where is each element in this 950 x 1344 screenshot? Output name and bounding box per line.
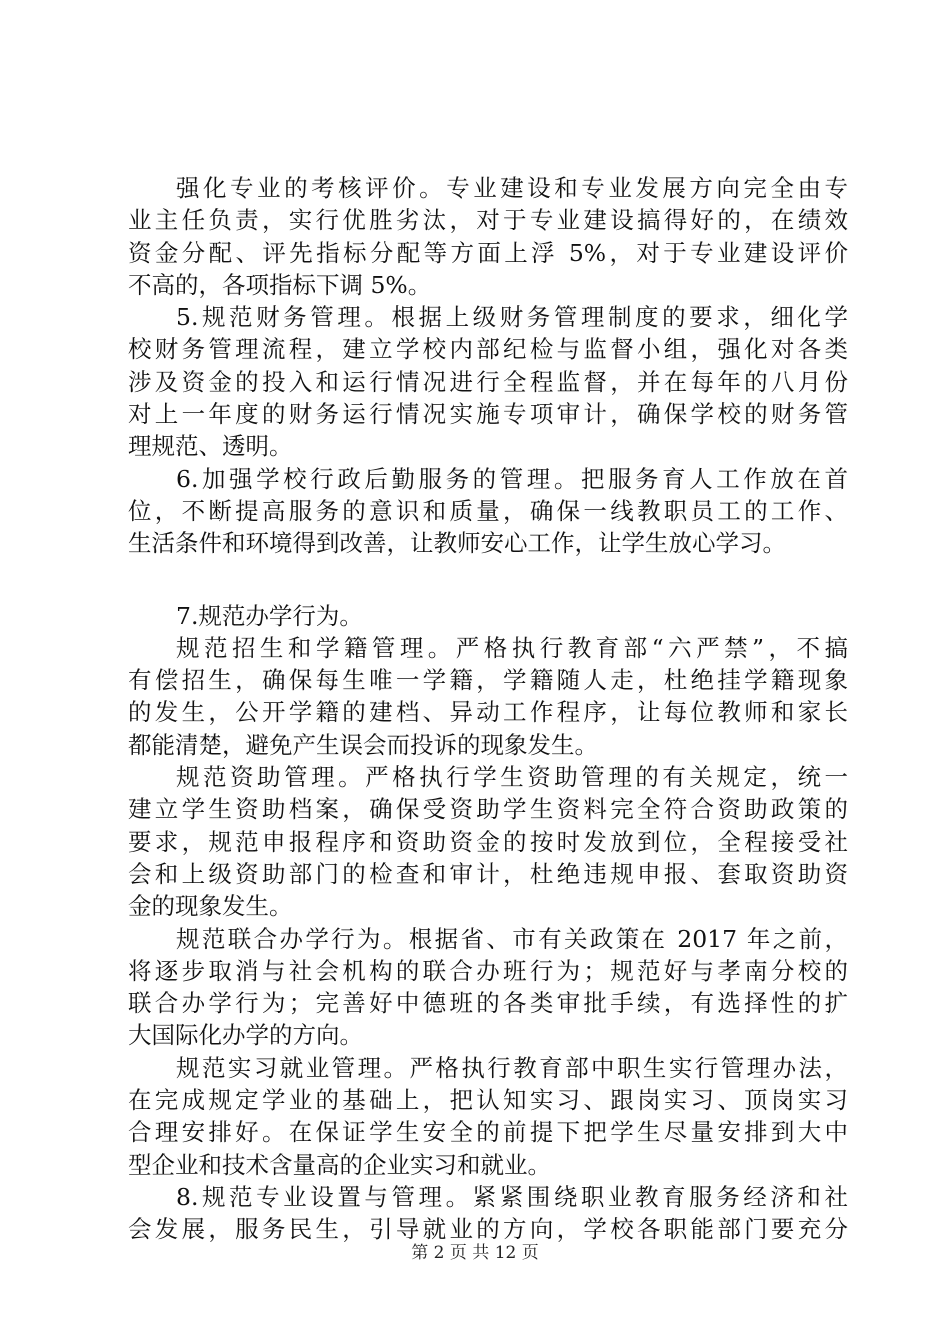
text-line: 会和上级资助部门的检查和审计，杜绝违规申报、套取资助资 <box>128 859 848 888</box>
text-line: 6.加强学校行政后勤服务的管理。把服务育人工作放在首 <box>176 464 848 493</box>
document-body <box>128 172 848 1246</box>
text-line: 5.规范财务管理。根据上级财务管理制度的要求，细化学 <box>176 303 848 332</box>
text-line: 强化专业的考核评价。专业建设和专业发展方向完全由专 <box>176 174 848 202</box>
text-line: 建立学生资助档案，确保受资助学生资料完全符合资助政策的 <box>128 795 848 824</box>
text-line: 都能清楚，避免产生误会而投诉的现象发生。 <box>128 730 598 759</box>
paragraph <box>128 301 848 462</box>
text-line: 有偿招生，确保每生唯一学籍，学籍随人走，杜绝挂学籍现象 <box>128 666 848 695</box>
text-line: 规范联合办学行为。根据省、市有关政策在 2017 年之前， <box>176 924 848 953</box>
paragraph-gap <box>128 560 848 600</box>
text-line: 合理安排好。在保证学生安全的前提下把学生尽量安排到大中 <box>128 1118 848 1147</box>
text-line: 型企业和技术含量高的企业实习和就业。 <box>128 1150 551 1179</box>
text-line: 大国际化办学的方向。 <box>128 1021 363 1050</box>
paragraph <box>128 463 848 560</box>
text-line: 7.规范办学行为。 <box>176 601 363 630</box>
paragraph <box>128 172 848 301</box>
text-line: 规范资助管理。严格执行学生资助管理的有关规定，统一 <box>176 763 848 792</box>
paragraph <box>128 1052 848 1181</box>
text-line: 规范招生和学籍管理。严格执行教育部“六严禁”，不搞 <box>176 633 848 662</box>
text-line: 联合办学行为；完善好中德班的各类审批手续，有选择性的扩 <box>128 989 848 1018</box>
text-line: 8.规范专业设置与管理。紧紧围绕职业教育服务经济和社 <box>176 1182 848 1211</box>
text-line: 在完成规定学业的基础上，把认知实习、跟岗实习、顶岗实习 <box>128 1086 848 1115</box>
paragraph <box>128 632 848 761</box>
text-line: 资金分配、评先指标分配等方面上浮 5%，对于专业建设评价 <box>128 238 848 267</box>
paragraph <box>128 923 848 1052</box>
text-line: 将逐步取消与社会机构的联合办班行为；规范好与孝南分校的 <box>128 956 848 985</box>
section-heading <box>128 600 848 632</box>
text-line: 涉及资金的投入和运行情况进行全程监督，并在每年的八月份 <box>128 367 848 396</box>
text-line: 对上一年度的财务运行情况实施专项审计，确保学校的财务管 <box>128 400 848 429</box>
text-line: 生活条件和环境得到改善，让教师安心工作，让学生放心学习。 <box>128 529 786 558</box>
page-number-footer: 第 2 页 共 12 页 <box>411 1243 539 1263</box>
text-line: 要求，规范申报程序和资助资金的按时发放到位，全程接受社 <box>128 827 848 856</box>
text-line: 位，不断提高服务的意识和质量，确保一线教职员工的工作、 <box>128 496 848 525</box>
text-line: 金的现象发生。 <box>128 892 293 921</box>
text-line: 业主任负责，实行优胜劣汰，对于专业建设搞得好的，在绩效 <box>128 206 848 235</box>
paragraph <box>128 761 848 922</box>
text-line: 会发展，服务民生，引导就业的方向，学校各职能部门要充分 <box>128 1215 848 1244</box>
text-line: 理规范、透明。 <box>128 432 293 461</box>
text-line: 校财务管理流程，建立学校内部纪检与监督小组，强化对各类 <box>128 335 848 364</box>
text-line: 不高的，各项指标下调 5%。 <box>128 270 432 299</box>
paragraph <box>128 1181 848 1246</box>
text-line: 规范实习就业管理。严格执行教育部中职生实行管理办法， <box>176 1053 848 1082</box>
text-line: 的发生，公开学籍的建档、异动工作程序，让每位教师和家长 <box>128 698 848 727</box>
